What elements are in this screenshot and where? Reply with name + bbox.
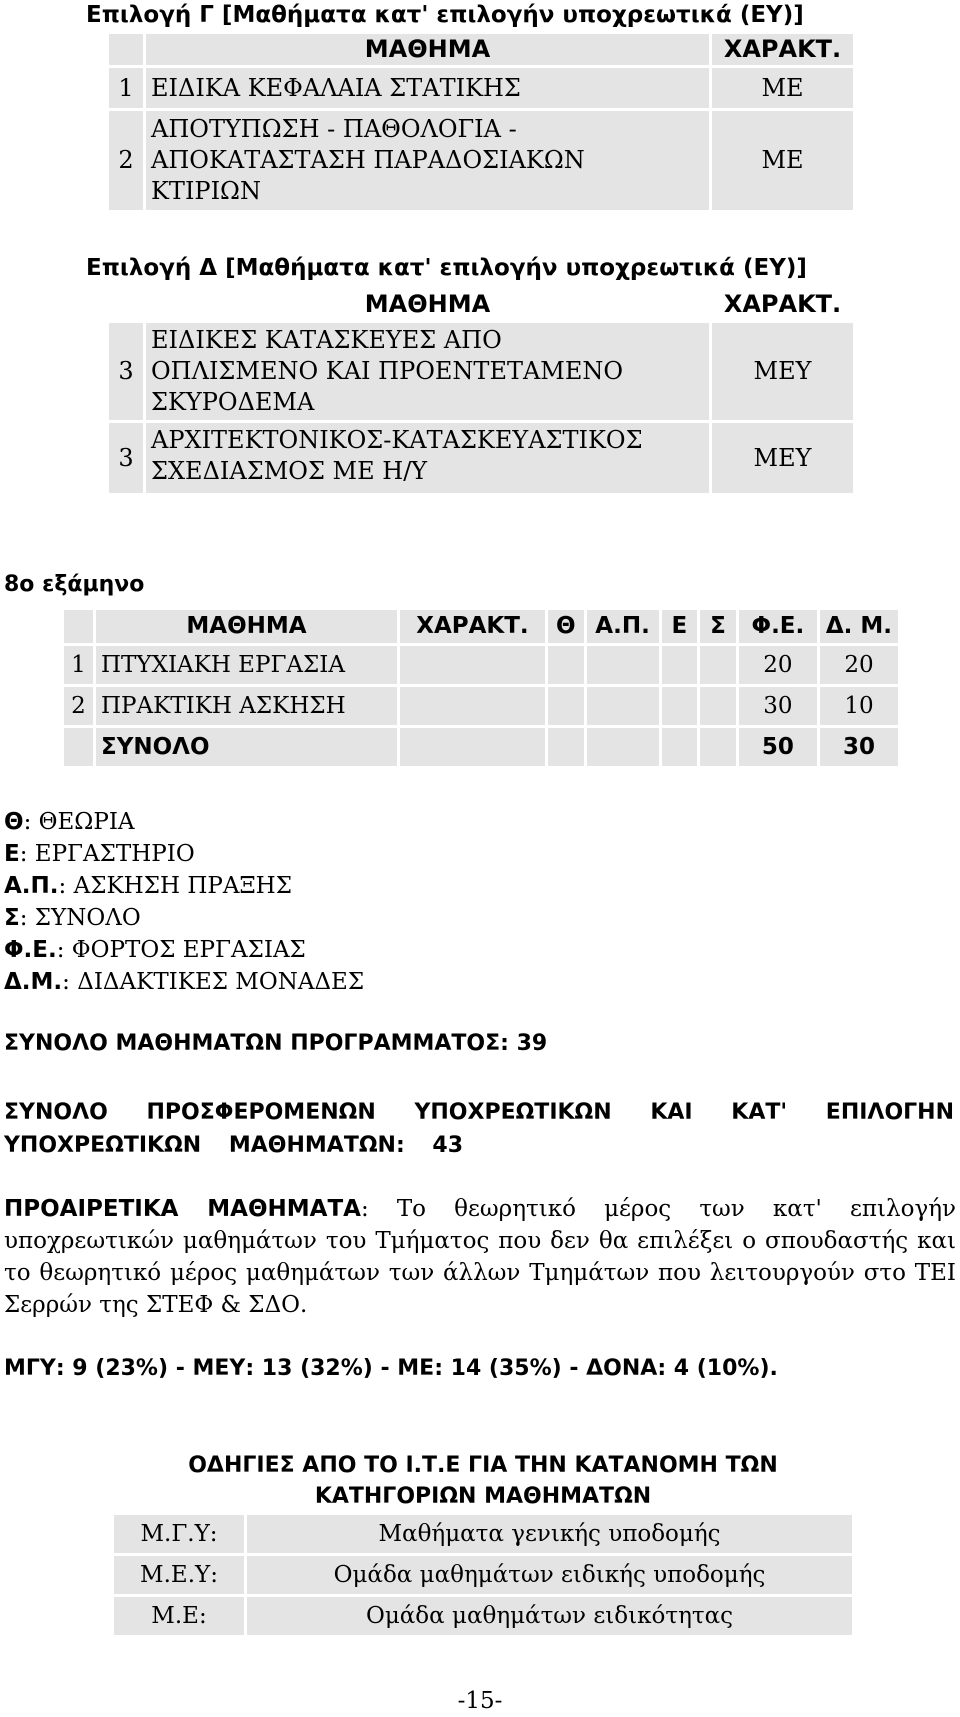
legend-key: Α.Π.: [4, 873, 59, 899]
legend-text: : ΣΥΝΟΛΟ: [19, 905, 141, 931]
total-workload: 50: [739, 728, 817, 766]
legend-text: : ΕΡΓΑΣΤΗΡΙΟ: [19, 841, 195, 867]
course-type: ΜΕΥ: [712, 423, 853, 493]
guidelines-title-line: ΟΔΗΓΙΕΣ ΑΠΟ ΤΟ Ι.Τ.Ε ΓΙΑ ΤΗΝ ΚΑΤΑΝΟΜΗ ΤΩΝ: [188, 1453, 778, 1478]
table-row: [109, 111, 853, 210]
table-row: [114, 1515, 852, 1553]
category-code: Μ.Ε.Υ:: [114, 1556, 244, 1594]
total-program-courses: ΣΥΝΟΛΟ ΜΑΘΗΜΑΤΩΝ ΠΡΟΓΡΑΜΜΑΤΟΣ: 39: [4, 1031, 548, 1056]
col-theory-header: Θ: [548, 610, 584, 643]
page-number: -15-: [457, 1688, 503, 1714]
col-lab-header: Ε: [662, 610, 698, 643]
section-d-heading: Επιλογή Δ [Μαθήματα κατ' επιλογήν υποχρεωτικά (ΕΥ)]: [86, 255, 807, 281]
legend-key: Φ.Ε.: [4, 937, 57, 963]
course-type: ΜΕΥ: [712, 323, 853, 420]
col-type-header: ΧΑΡΑΚΤ.: [400, 610, 545, 643]
total-credits: 30: [820, 728, 898, 766]
table-row: [114, 1556, 852, 1594]
row-number: 2: [109, 111, 143, 210]
legend-key: Ε: [4, 841, 20, 867]
total-offered-courses: ΣΥΝΟΛΟ ΠΡΟΣΦΕΡΟΜΕΝΩΝ ΥΠΟΧΡΕΩΤΙΚΩΝ ΚΑΙ ΚΑΤ' ΕΠΙΛΟΓΗΝ ΥΠΟΧΡΕΩΤΙΚΩΝ ΜΑΘΗΜΑΤΩΝ: 43: [4, 1100, 954, 1158]
category-description: Ομάδα μαθημάτων ειδικής υποδομής: [247, 1556, 852, 1594]
workload-value: 30: [739, 687, 817, 725]
course-name: ΠΡΑΚΤΙΚΗ ΑΣΚΗΣΗ: [96, 687, 397, 725]
legend-text: : ΦΟΡΤΟΣ ΕΡΓΑΣΙΑΣ: [56, 937, 306, 963]
legend-item: [4, 870, 364, 902]
guidelines-title: [114, 1450, 852, 1512]
table-header-row: [109, 289, 853, 320]
course-name: ΕΙΔΙΚΑ ΚΕΦΑΛΑΙΑ ΣΤΑΤΙΚΗΣ: [146, 68, 709, 108]
row-number: 3: [109, 323, 143, 420]
col-total-header: Σ: [700, 610, 736, 643]
course-name-line: ΚΤΙΡΙΩΝ: [151, 177, 261, 205]
legend-key: Θ: [4, 809, 24, 835]
table-row: [64, 687, 898, 725]
category-description: Μαθήματα γενικής υποδομής: [247, 1515, 852, 1553]
course-type: ΜΕ: [712, 68, 853, 108]
col-type-header: ΧΑΡΑΚΤ.: [712, 34, 853, 65]
table-row: [109, 68, 853, 108]
course-type: ΜΕ: [712, 111, 853, 210]
category-description: Ομάδα μαθημάτων ειδικότητας: [247, 1597, 852, 1635]
col-course-header: ΜΑΘΗΜΑ: [146, 34, 709, 65]
course-name: ΠΤΥΧΙΑΚΗ ΕΡΓΑΣΙΑ: [96, 646, 397, 684]
col-workload-header: Φ.Ε.: [739, 610, 817, 643]
workload-value: 20: [739, 646, 817, 684]
optional-courses-text: : Το θεωρητικό μέρος των κατ' επιλογήν υποχρεωτικών μαθημάτων του Τμήματος που δεν θα επιλέξει ο σπουδαστής και το θεωρητικό μέρος μαθημάτων των άλλων Τμημάτων που λειτουργούν στο ΤΕΙ Σερρών της ΣΤΕΦ & ΣΔΟ.: [4, 1196, 956, 1318]
table-total-row: [64, 728, 898, 766]
row-number: 2: [64, 687, 93, 725]
row-number: 3: [109, 423, 143, 493]
legend-item: [4, 934, 364, 966]
guidelines-title-line: ΚΑΤΗΓΟΡΙΩΝ ΜΑΘΗΜΑΤΩΝ: [314, 1484, 652, 1509]
course-name-line: ΑΠΟΤΥΠΩΣΗ - ΠΑΘΟΛΟΓΙΑ -: [151, 115, 517, 143]
table-row: [64, 646, 898, 684]
course-name-line: ΑΡΧΙΤΕΚΤΟΝΙΚΟΣ-ΚΑΤΑΣΚΕΥΑΣΤΙΚΟΣ: [151, 426, 643, 454]
optional-courses-paragraph: [4, 1193, 956, 1321]
course-name: [146, 423, 709, 493]
credits-value: 10: [820, 687, 898, 725]
legend-item: [4, 902, 364, 934]
table-header-row: [64, 610, 898, 643]
section-d-table: [106, 286, 856, 496]
course-name-line: ΟΠΛΙΣΜΕΝΟ ΚΑΙ ΠΡΟΕΝΤΕΤΑΜΕΝΟ: [151, 357, 624, 385]
category-code: Μ.Γ.Υ:: [114, 1515, 244, 1553]
legend-text: : ΘΕΩΡΙΑ: [23, 809, 135, 835]
course-name-line: ΑΠΟΚΑΤΑΣΤΑΣΗ ΠΑΡΑΔΟΣΙΑΚΩΝ: [151, 146, 585, 174]
optional-courses-label: ΠΡΟΑΙΡΕΤΙΚΑ ΜΑΘΗΜΑΤΑ: [4, 1196, 361, 1222]
course-name-line: ΣΚΥΡΟΔΕΜΑ: [151, 388, 315, 416]
table-header-row: [109, 34, 853, 65]
row-number: 1: [109, 68, 143, 108]
section-g-table: [106, 31, 856, 213]
col-course-header: ΜΑΘΗΜΑ: [96, 610, 397, 643]
table-row: [109, 323, 853, 420]
category-code: Μ.Ε:: [114, 1597, 244, 1635]
legend-item: [4, 806, 364, 838]
col-practice-header: Α.Π.: [587, 610, 659, 643]
section-g-heading: Επιλογή Γ [Μαθήματα κατ' επιλογήν υποχρεωτικά (ΕΥ)]: [86, 2, 804, 28]
category-distribution: ΜΓΥ: 9 (23%) - ΜΕΥ: 13 (32%) - ΜΕ: 14 (35%) - ΔΟΝΑ: 4 (10%).: [4, 1356, 778, 1381]
course-name-line: ΣΧΕΔΙΑΣΜΟΣ ΜΕ Η/Υ: [151, 457, 428, 485]
semester-8-heading: 8ο εξάμηνο: [4, 572, 145, 597]
col-credits-header: Δ. Μ.: [820, 610, 898, 643]
table-row: [109, 423, 853, 493]
col-course-header: ΜΑΘΗΜΑ: [364, 290, 491, 318]
legend-key: Σ: [4, 905, 20, 931]
col-type-header: ΧΑΡΑΚΤ.: [723, 290, 842, 318]
legend-key: Δ.Μ.: [4, 969, 63, 995]
guidelines-table: [111, 1447, 855, 1638]
legend-item: [4, 966, 364, 998]
course-name: [146, 323, 709, 420]
legend-item: [4, 838, 364, 870]
credits-value: 20: [820, 646, 898, 684]
row-number: 1: [64, 646, 93, 684]
guidelines-title-row: [114, 1450, 852, 1512]
legend-text: : ΑΣΚΗΣΗ ΠΡΑΞΗΣ: [58, 873, 292, 899]
course-name: [146, 111, 709, 210]
table-row: [114, 1597, 852, 1635]
abbreviations-legend: [4, 806, 364, 998]
total-label: ΣΥΝΟΛΟ: [96, 728, 397, 766]
semester-8-table: [61, 607, 901, 769]
course-name-line: ΕΙΔΙΚΕΣ ΚΑΤΑΣΚΕΥΕΣ ΑΠΟ: [151, 326, 502, 354]
legend-text: : ΔΙΔΑΚΤΙΚΕΣ ΜΟΝΑΔΕΣ: [62, 969, 365, 995]
